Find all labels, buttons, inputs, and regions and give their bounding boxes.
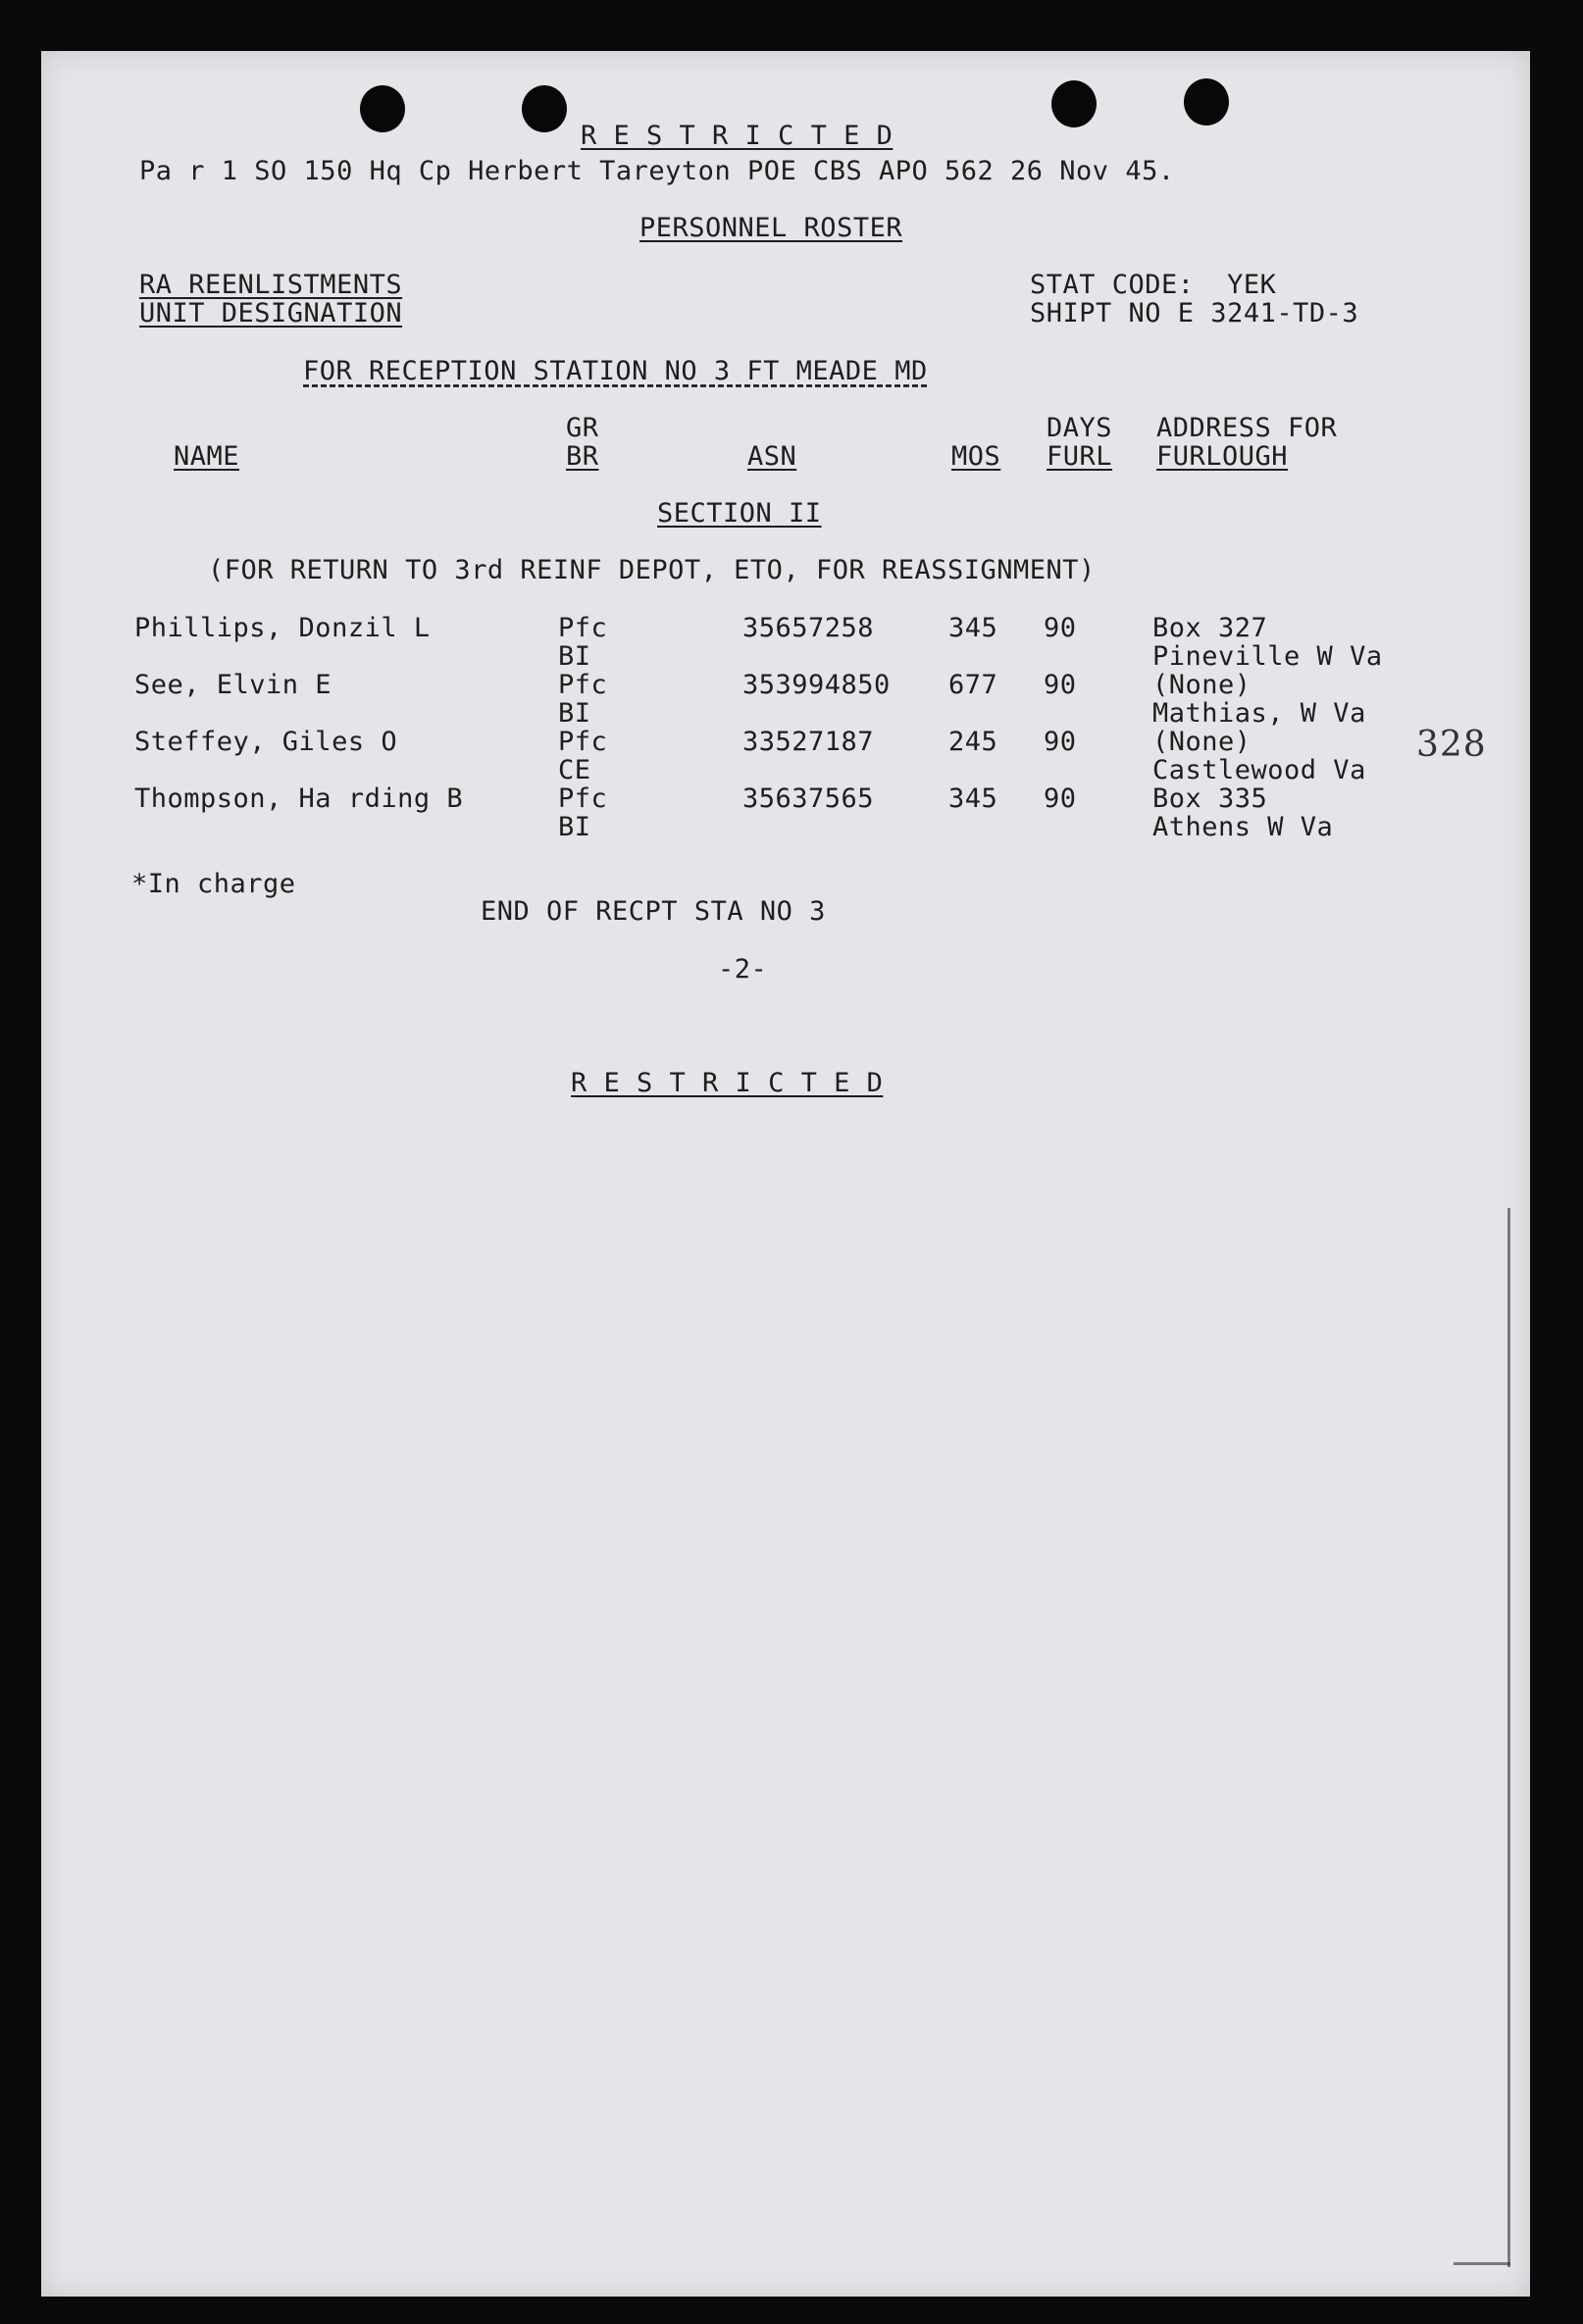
col-address-2: FURLOUGH	[1156, 441, 1289, 472]
section-title: SECTION II	[657, 498, 822, 529]
row-name: Phillips, Donzil L	[134, 613, 431, 643]
row-mos: 345	[948, 783, 998, 814]
section-note: (FOR RETURN TO 3rd REINF DEPOT, ETO, FOR REASSIGNMENT)	[208, 555, 1096, 585]
row-asn: 353994850	[742, 670, 891, 700]
row-days: 90	[1044, 783, 1077, 814]
row-branch: CE	[558, 755, 591, 785]
row-address-1: (None)	[1152, 727, 1251, 757]
punch-hole	[522, 85, 567, 132]
classification-top: R E S T R I C T E D	[581, 121, 894, 151]
col-gr: GR	[566, 413, 599, 443]
col-br: BR	[566, 441, 599, 472]
row-branch: BI	[558, 641, 591, 672]
col-mos: MOS	[951, 441, 1001, 472]
col-name: NAME	[174, 441, 240, 472]
unit-line-2: UNIT DESIGNATION	[139, 298, 403, 328]
row-branch: BI	[558, 812, 591, 842]
row-grade: Pfc	[558, 670, 608, 700]
scan-edge-line	[1507, 1208, 1510, 2267]
row-address-2: Castlewood Va	[1152, 755, 1366, 785]
row-days: 90	[1044, 727, 1077, 757]
row-name: Thompson, Ha rding B	[134, 783, 464, 814]
document-page	[41, 51, 1530, 2297]
col-asn: ASN	[747, 441, 797, 472]
roster-title: PERSONNEL ROSTER	[639, 213, 903, 243]
row-mos: 345	[948, 613, 998, 643]
page-stamp: 328	[1416, 725, 1487, 765]
row-grade: Pfc	[558, 727, 608, 757]
destination-line: FOR RECEPTION STATION NO 3 FT MEADE MD	[303, 356, 928, 386]
classification-bottom: R E S T R I C T E D	[571, 1068, 884, 1098]
row-days: 90	[1044, 670, 1077, 700]
row-days: 90	[1044, 613, 1077, 643]
row-address-1: Box 327	[1152, 613, 1268, 643]
row-grade: Pfc	[558, 783, 608, 814]
row-branch: BI	[558, 698, 591, 729]
punch-hole	[1184, 78, 1229, 126]
row-address-1: (None)	[1152, 670, 1251, 700]
row-name: Steffey, Giles O	[134, 727, 398, 757]
row-asn: 35657258	[742, 613, 875, 643]
end-note: END OF RECPT STA NO 3	[481, 896, 826, 927]
col-address-1: ADDRESS FOR	[1156, 413, 1338, 443]
row-address-2: Mathias, W Va	[1152, 698, 1366, 729]
shipment-number: SHIPT NO E 3241-TD-3	[1030, 298, 1359, 328]
row-name: See, Elvin E	[134, 670, 332, 700]
col-furl: FURL	[1047, 441, 1113, 472]
punch-hole	[360, 85, 405, 132]
punch-hole	[1051, 80, 1097, 127]
scan-edge-line	[1454, 2262, 1510, 2265]
row-asn: 33527187	[742, 727, 875, 757]
page-number: -2-	[718, 954, 768, 985]
row-address-2: Pineville W Va	[1152, 641, 1383, 672]
row-mos: 245	[948, 727, 998, 757]
row-address-2: Athens W Va	[1152, 812, 1334, 842]
row-grade: Pfc	[558, 613, 608, 643]
unit-line-1: RA REENLISTMENTS	[139, 270, 403, 300]
row-address-1: Box 335	[1152, 783, 1268, 814]
row-asn: 35637565	[742, 783, 875, 814]
row-mos: 677	[948, 670, 998, 700]
stat-code: STAT CODE: YEK	[1030, 270, 1277, 300]
in-charge-note: *In charge	[131, 869, 296, 899]
col-days: DAYS	[1047, 413, 1113, 443]
order-line: Pa r 1 SO 150 Hq Cp Herbert Tareyton POE CBS APO 562 26 Nov 45.	[139, 156, 1175, 186]
